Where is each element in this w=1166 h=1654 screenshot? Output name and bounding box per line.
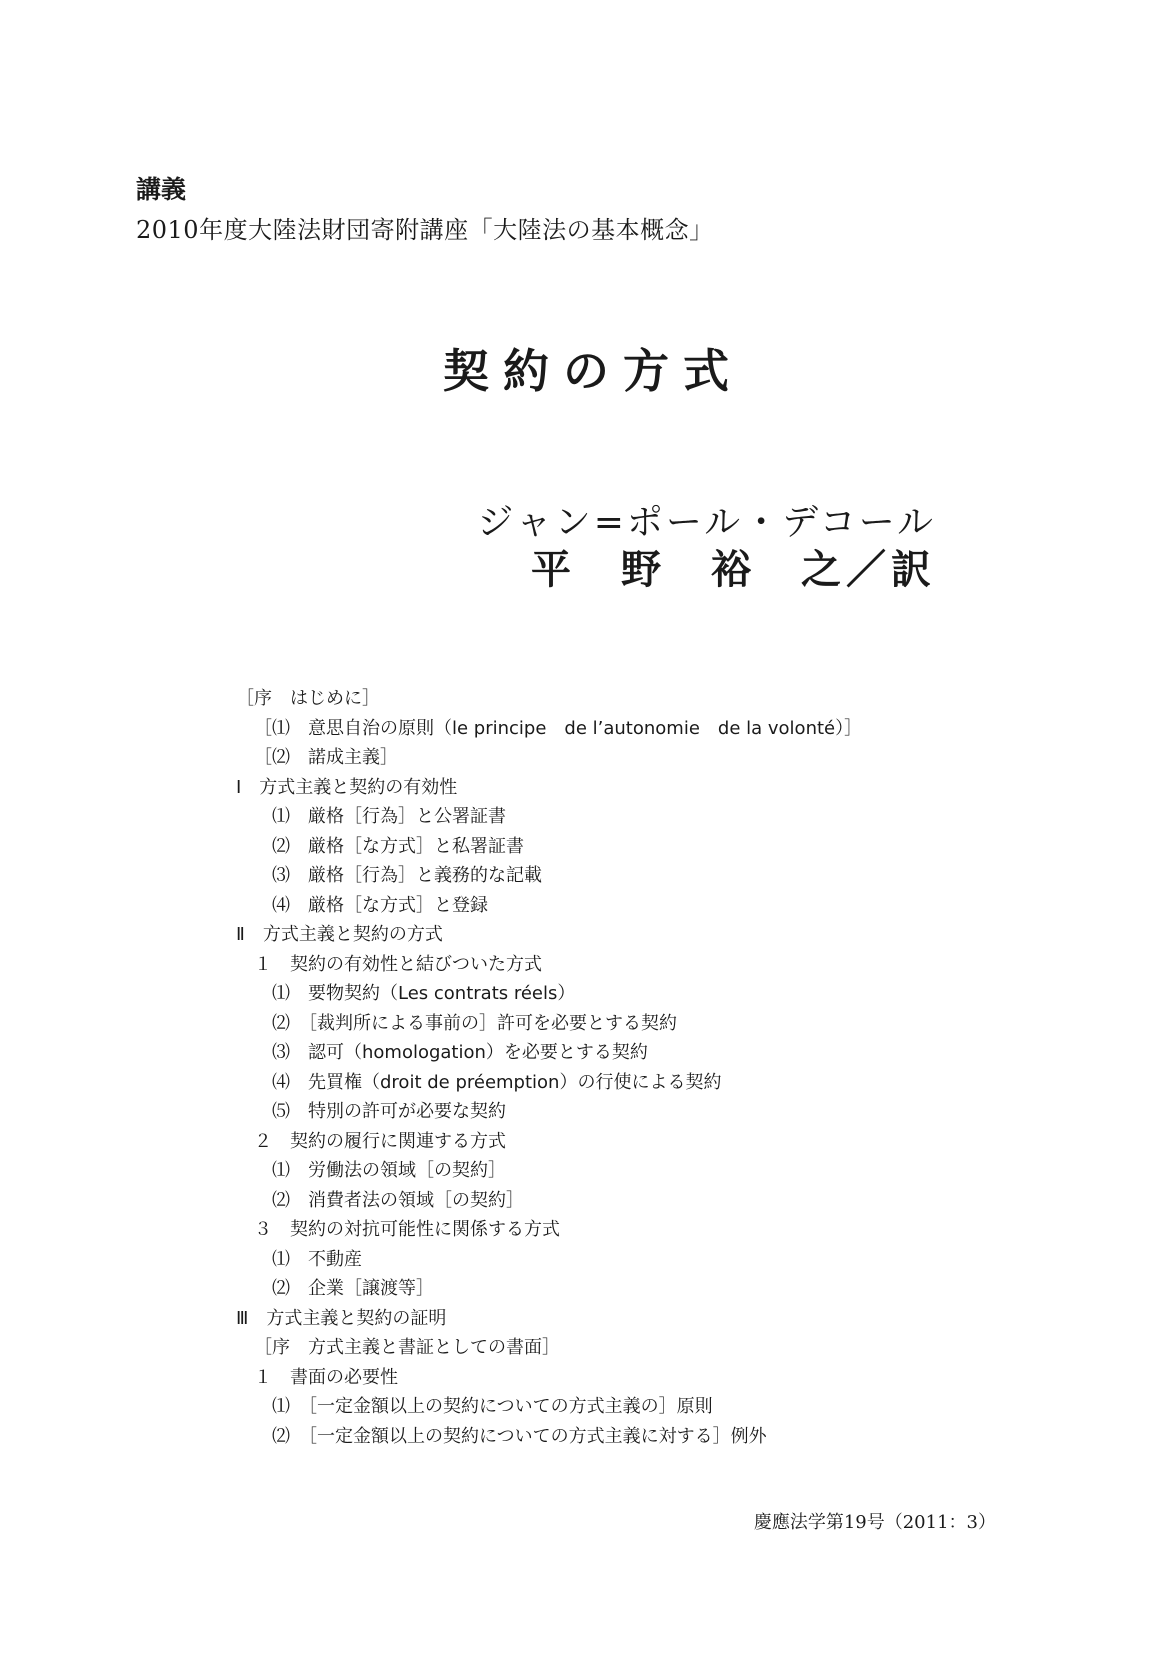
translator-name: 平 野 裕 之／訳 [531,546,936,593]
toc-entry: ⑴ 労働法の領域［の契約］ [272,1160,506,1181]
toc-entry: １ 書面の必要性 [254,1366,398,1388]
toc-entry: ⑴ 不動産 [272,1248,362,1270]
toc-entry: ⑷ 厳格［な方式］と登録 [272,894,488,916]
toc-entry: ⑵ 消費者法の領域［の契約］ [272,1189,524,1211]
toc-entry: ⑵ 企業［譲渡等］ [272,1278,434,1299]
toc-entry: Ⅰ 方式主義と契約の有効性 [236,776,458,798]
toc-entry: Ⅲ 方式主義と契約の証明 [236,1307,447,1329]
toc-entry: ２ 契約の履行に関連する方式 [254,1130,506,1152]
series-title: 2010年度大陸法財団寄附講座「大陸法の基本概念」 [136,216,714,244]
toc-entry: ３ 契約の対抗可能性に関係する方式 [254,1219,560,1240]
table-of-contents [236,684,862,1451]
toc-entry: ⑴ ［一定金額以上の契約についての方式主義の］原則 [272,1396,713,1417]
byline [477,500,936,594]
toc-entry: ⑶ 認可（homologation）を必要とする契約 [272,1042,648,1063]
toc-entry: ［⑴ 意思自治の原則（le principe de l’autonomie de la volonté）］ [254,717,863,739]
journal-footer: 慶應法学第19号（2011：3） [753,1512,996,1533]
toc-entry: Ⅱ 方式主義と契約の方式 [236,924,443,945]
lecture-label: 講義 [136,175,187,204]
toc-entry: ⑴ 厳格［行為］と公署証書 [272,806,506,827]
toc-entry: ［序 方式主義と書証としての書面］ [254,1337,560,1358]
author-name: ジャン=ポール・デコール [477,502,936,543]
toc-entry: ［序 はじめに］ [236,688,380,709]
toc-entry: ［⑵ 諾成主義］ [254,747,398,768]
toc-entry: ⑶ 厳格［行為］と義務的な記載 [272,865,542,886]
toc-entry: ⑵ ［一定金額以上の契約についての方式主義に対する］例外 [272,1425,767,1447]
toc-entry: ⑵ ［裁判所による事前の］許可を必要とする契約 [272,1012,677,1034]
toc-entry: ⑴ 要物契約（Les contrats réels） [272,983,576,1004]
toc-entry: ⑵ 厳格［な方式］と私署証書 [272,835,524,857]
article-title: 契約の方式 [443,344,743,398]
toc-entry: ⑷ 先買権（droit de préemption）の行使による契約 [272,1071,722,1093]
toc-entry: ⑸ 特別の許可が必要な契約 [272,1101,506,1122]
toc-entry: １ 契約の有効性と結びついた方式 [254,953,542,975]
